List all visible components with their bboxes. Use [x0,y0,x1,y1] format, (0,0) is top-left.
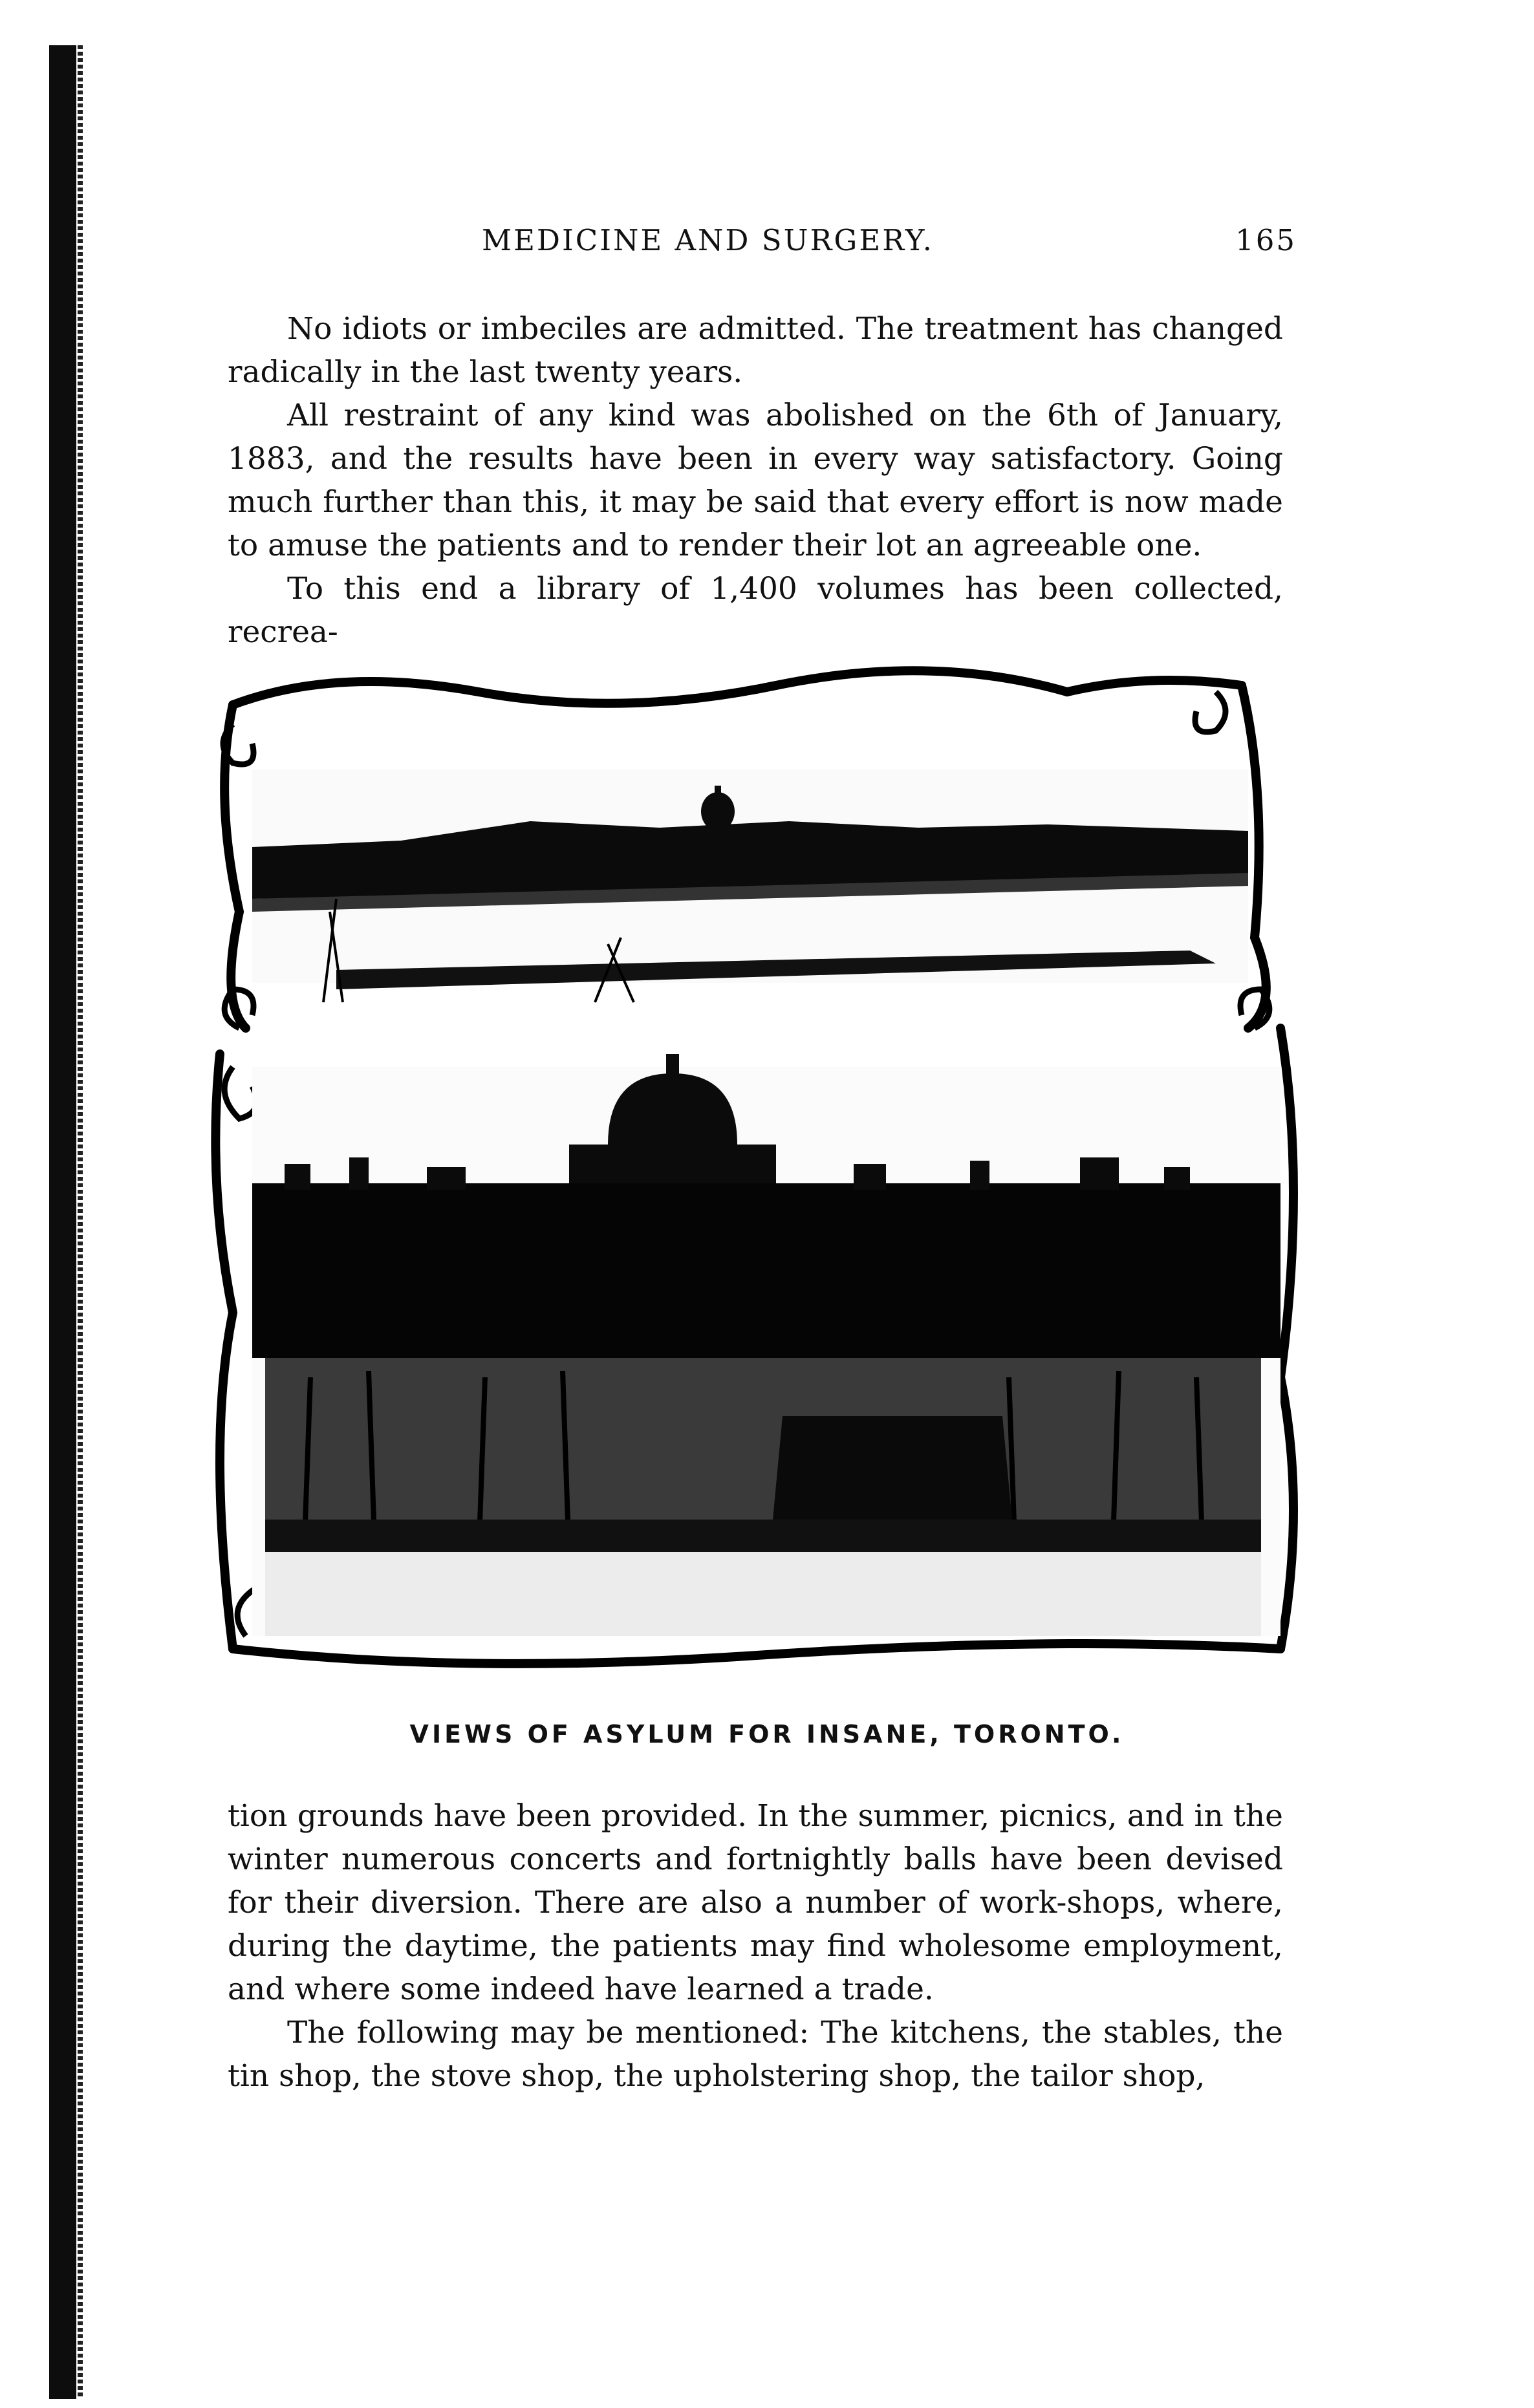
ornament-bottom [233,1644,1280,1664]
lower-text-block [228,1794,1283,2098]
paragraph: tion grounds have been provided. In the summer, picnics, and in the winter numerous concerts and fortnightly balls have been devised for their diversion. There are also a number of work-shops, where, during the daytime, the patients may find wholesome employment, and where some indeed have learned a trade. [228,1798,1283,2007]
paragraph: All restraint of any kind was abolished on the 6th of January, 1883, and the results have been in every way satisfactory. Going much further than this, it may be said that every effort is now made to amuse the patients and to render their lot an agreeable one. [228,398,1283,563]
paragraph: No idiots or imbeciles are admitted. The treatment has changed radically in the last twenty years. [228,311,1283,390]
upper-text-block [228,307,1283,654]
book-spine-shadow [49,45,76,2399]
engraving-image [207,666,1306,1688]
ornament-right-lower [1280,1028,1293,1649]
figure-caption: VIEWS OF ASYLUM FOR INSANE, TORONTO. [409,1720,1125,1748]
running-title: MEDICINE AND SURGERY. [482,223,934,257]
ornament-left-lower [215,1054,233,1649]
asylum-illustration [207,666,1306,1688]
paragraph: To this end a library of 1,400 volumes has been collected, recrea- [228,571,1283,650]
paragraph: The following may be mentioned: The kitchens, the stables, the tin shop, the stove shop, the upholstering shop, the tailor shop, [228,2015,1283,2094]
ornament-top [233,671,1242,705]
page-number: 165 [1235,223,1297,257]
running-header [482,223,1297,268]
